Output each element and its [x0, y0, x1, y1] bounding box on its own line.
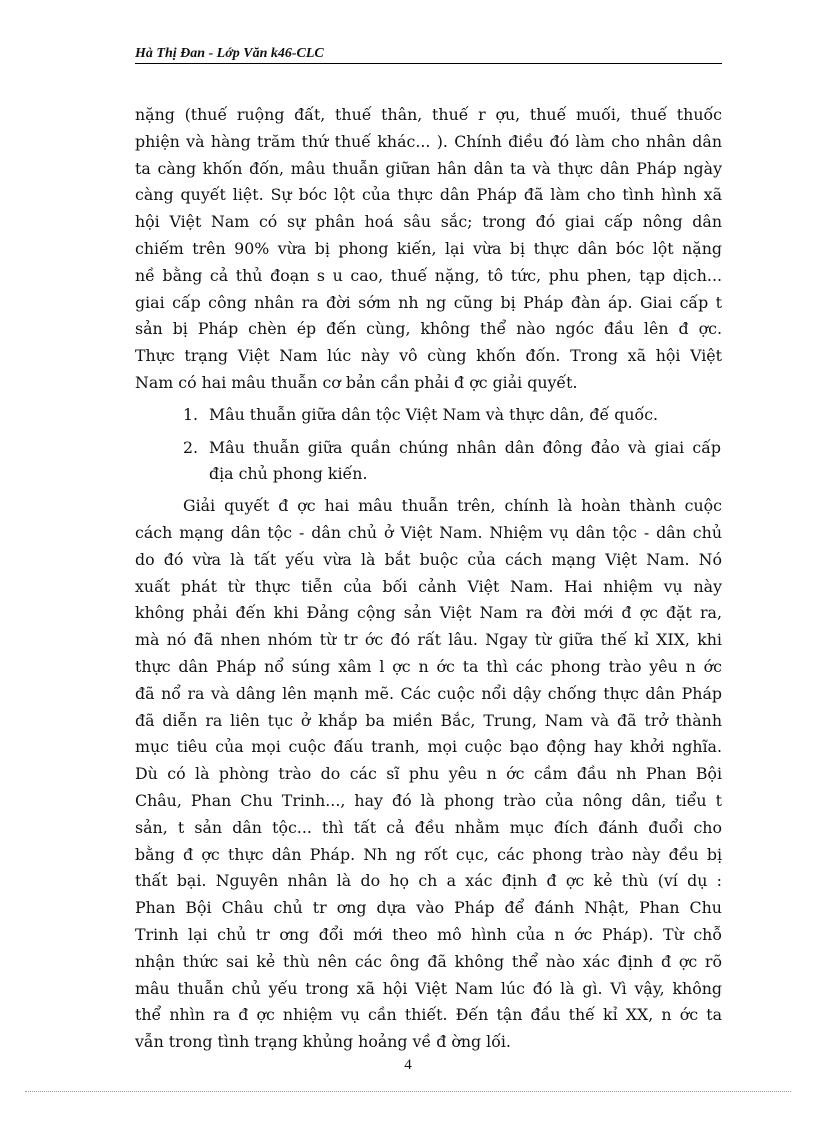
text-line: bằng đ ợc thực dân Pháp. Nh ng rốt cục, các phong trào này đều bị: [135, 844, 722, 864]
list-item-text: [209, 402, 721, 429]
page-number: 4: [404, 1057, 412, 1073]
text-line: nề bằng cả thủ đoạn s u cao, thuế nặng, tô tức, phu phen, tạp dịch...: [135, 265, 722, 285]
paragraph-2: [135, 493, 722, 1056]
text-line: Dù có là phòng trào do các sĩ phu yêu n ớc cầm đầu nh Phan Bội: [135, 764, 722, 784]
paragraph-1: [135, 102, 722, 397]
text-line: ta càng khốn đốn, mâu thuẫn giữan hân dân ta và thực dân Pháp ngày: [135, 158, 722, 178]
text-line: cách mạng dân tộc - dân chủ ở Việt Nam. Nhiệm vụ dân tộc - dân chủ: [135, 522, 722, 542]
text-line: giai cấp công nhân ra đời sớm nh ng cũng bị Pháp đàn áp. Giai cấp t: [135, 292, 722, 312]
text-line: địa chủ phong kiến.: [209, 464, 368, 484]
text-line: Mâu thuẫn giữa quần chúng nhân dân đông đảo và giai cấp: [209, 437, 721, 457]
text-line: thất bại. Nguyên nhân là do họ ch a xác định đ ợc kẻ thù (ví dụ :: [135, 871, 722, 891]
text-line: mục tiêu của mọi cuộc đấu tranh, mọi cuộc bạo động hay khởi nghĩa.: [135, 737, 722, 757]
text-line: Trinh lại chủ tr ơng đổi mới theo mô hình của n ớc Pháp). Từ chỗ: [135, 924, 722, 944]
text-line: Mâu thuẫn giữa dân tộc Việt Nam và thực dân, đế quốc.: [209, 404, 659, 424]
numbered-list: [135, 402, 722, 488]
running-header: Hà Thị Đan - Lớp Văn k46-CLC: [135, 46, 722, 64]
text-line: thể nhìn ra đ ợc nhiệm vụ cần thiết. Đến tận đầu thế kỉ XX, n ớc ta: [135, 1005, 722, 1025]
body-text: [135, 102, 722, 1056]
text-line: đã diễn ra liên tục ở khắp ba miền Bắc, Trung, Nam và đã trở thành: [135, 710, 722, 730]
text-line: phiện và hàng trăm thứ thuế khác... ). Chính điều đó làm cho nhân dân: [135, 131, 722, 151]
text-line: chiếm trên 90% vừa bị phong kiến, lại vừa bị thực dân bóc lột nặng: [135, 238, 722, 258]
list-item-text: [209, 435, 721, 489]
text-line: sản, t sản dân tộc... thì tất cả đều nhằm mục đích đánh đuổi cho: [135, 817, 722, 837]
text-line: Phan Bội Châu chủ tr ơng dựa vào Pháp để đánh Nhật, Phan Chu: [135, 898, 722, 918]
text-line: mà nó đã nhen nhóm từ tr ớc đó rất lâu. Ngay từ giữa thế kỉ XIX, khi: [135, 630, 722, 650]
text-line: hội Việt Nam có sự phân hoá sâu sắc; trong đó giai cấp nông dân: [135, 212, 722, 232]
text-line: Châu, Phan Chu Trinh..., hay đó là phong trào của nông dân, tiểu t: [135, 790, 722, 810]
list-item-number: 1.: [183, 404, 199, 424]
text-line: đã nổ ra và dâng lên mạnh mẽ. Các cuộc nổi dậy chống thực dân Pháp: [135, 683, 722, 703]
text-line: nhận thức sai kẻ thù nên các ông đã không thể nào xác định đ ợc rõ: [135, 951, 722, 971]
text-line: nặng (thuế ruộng đất, thuế thân, thuế r ợu, thuế muối, thuế thuốc: [135, 105, 722, 124]
text-line: Nam có hai mâu thuẫn cơ bản cần phải đ ợc giải quyết.: [135, 372, 578, 392]
text-line: do đó vừa là tất yếu vừa là bắt buộc của cách mạng Việt Nam. Nó: [135, 549, 722, 569]
text-line: Giải quyết đ ợc hai mâu thuẫn trên, chính là hoàn thành cuộc: [183, 496, 722, 516]
footer-divider: [25, 1091, 791, 1092]
list-item: [135, 402, 722, 429]
text-line: sản bị Pháp chèn ép đến cùng, không thể nào ngóc đầu lên đ ợc.: [135, 319, 722, 339]
list-item-number: 2.: [183, 437, 199, 457]
text-line: không phải đến khi Đảng cộng sản Việt Nam ra đời mới đ ợc đặt ra,: [135, 603, 722, 623]
text-line: càng quyết liệt. Sự bóc lột của thực dân Pháp đã làm cho tình hình xã: [135, 185, 722, 205]
text-line: Thực trạng Việt Nam lúc này vô cùng khốn đốn. Trong xã hội Việt: [135, 346, 722, 366]
text-line: xuất phát từ thực tiễn của bối cảnh Việt Nam. Hai nhiệm vụ này: [135, 576, 722, 596]
text-line: vẫn trong tình trạng khủng hoảng về đ ờng lối.: [135, 1032, 511, 1052]
text-line: thực dân Pháp nổ súng xâm l ợc n ớc ta thì các phong trào yêu n ớc: [135, 656, 722, 676]
text-line: mâu thuẫn chủ yếu trong xã hội Việt Nam lúc đó là gì. Vì vậy, không: [135, 978, 722, 998]
list-item: [135, 435, 722, 489]
